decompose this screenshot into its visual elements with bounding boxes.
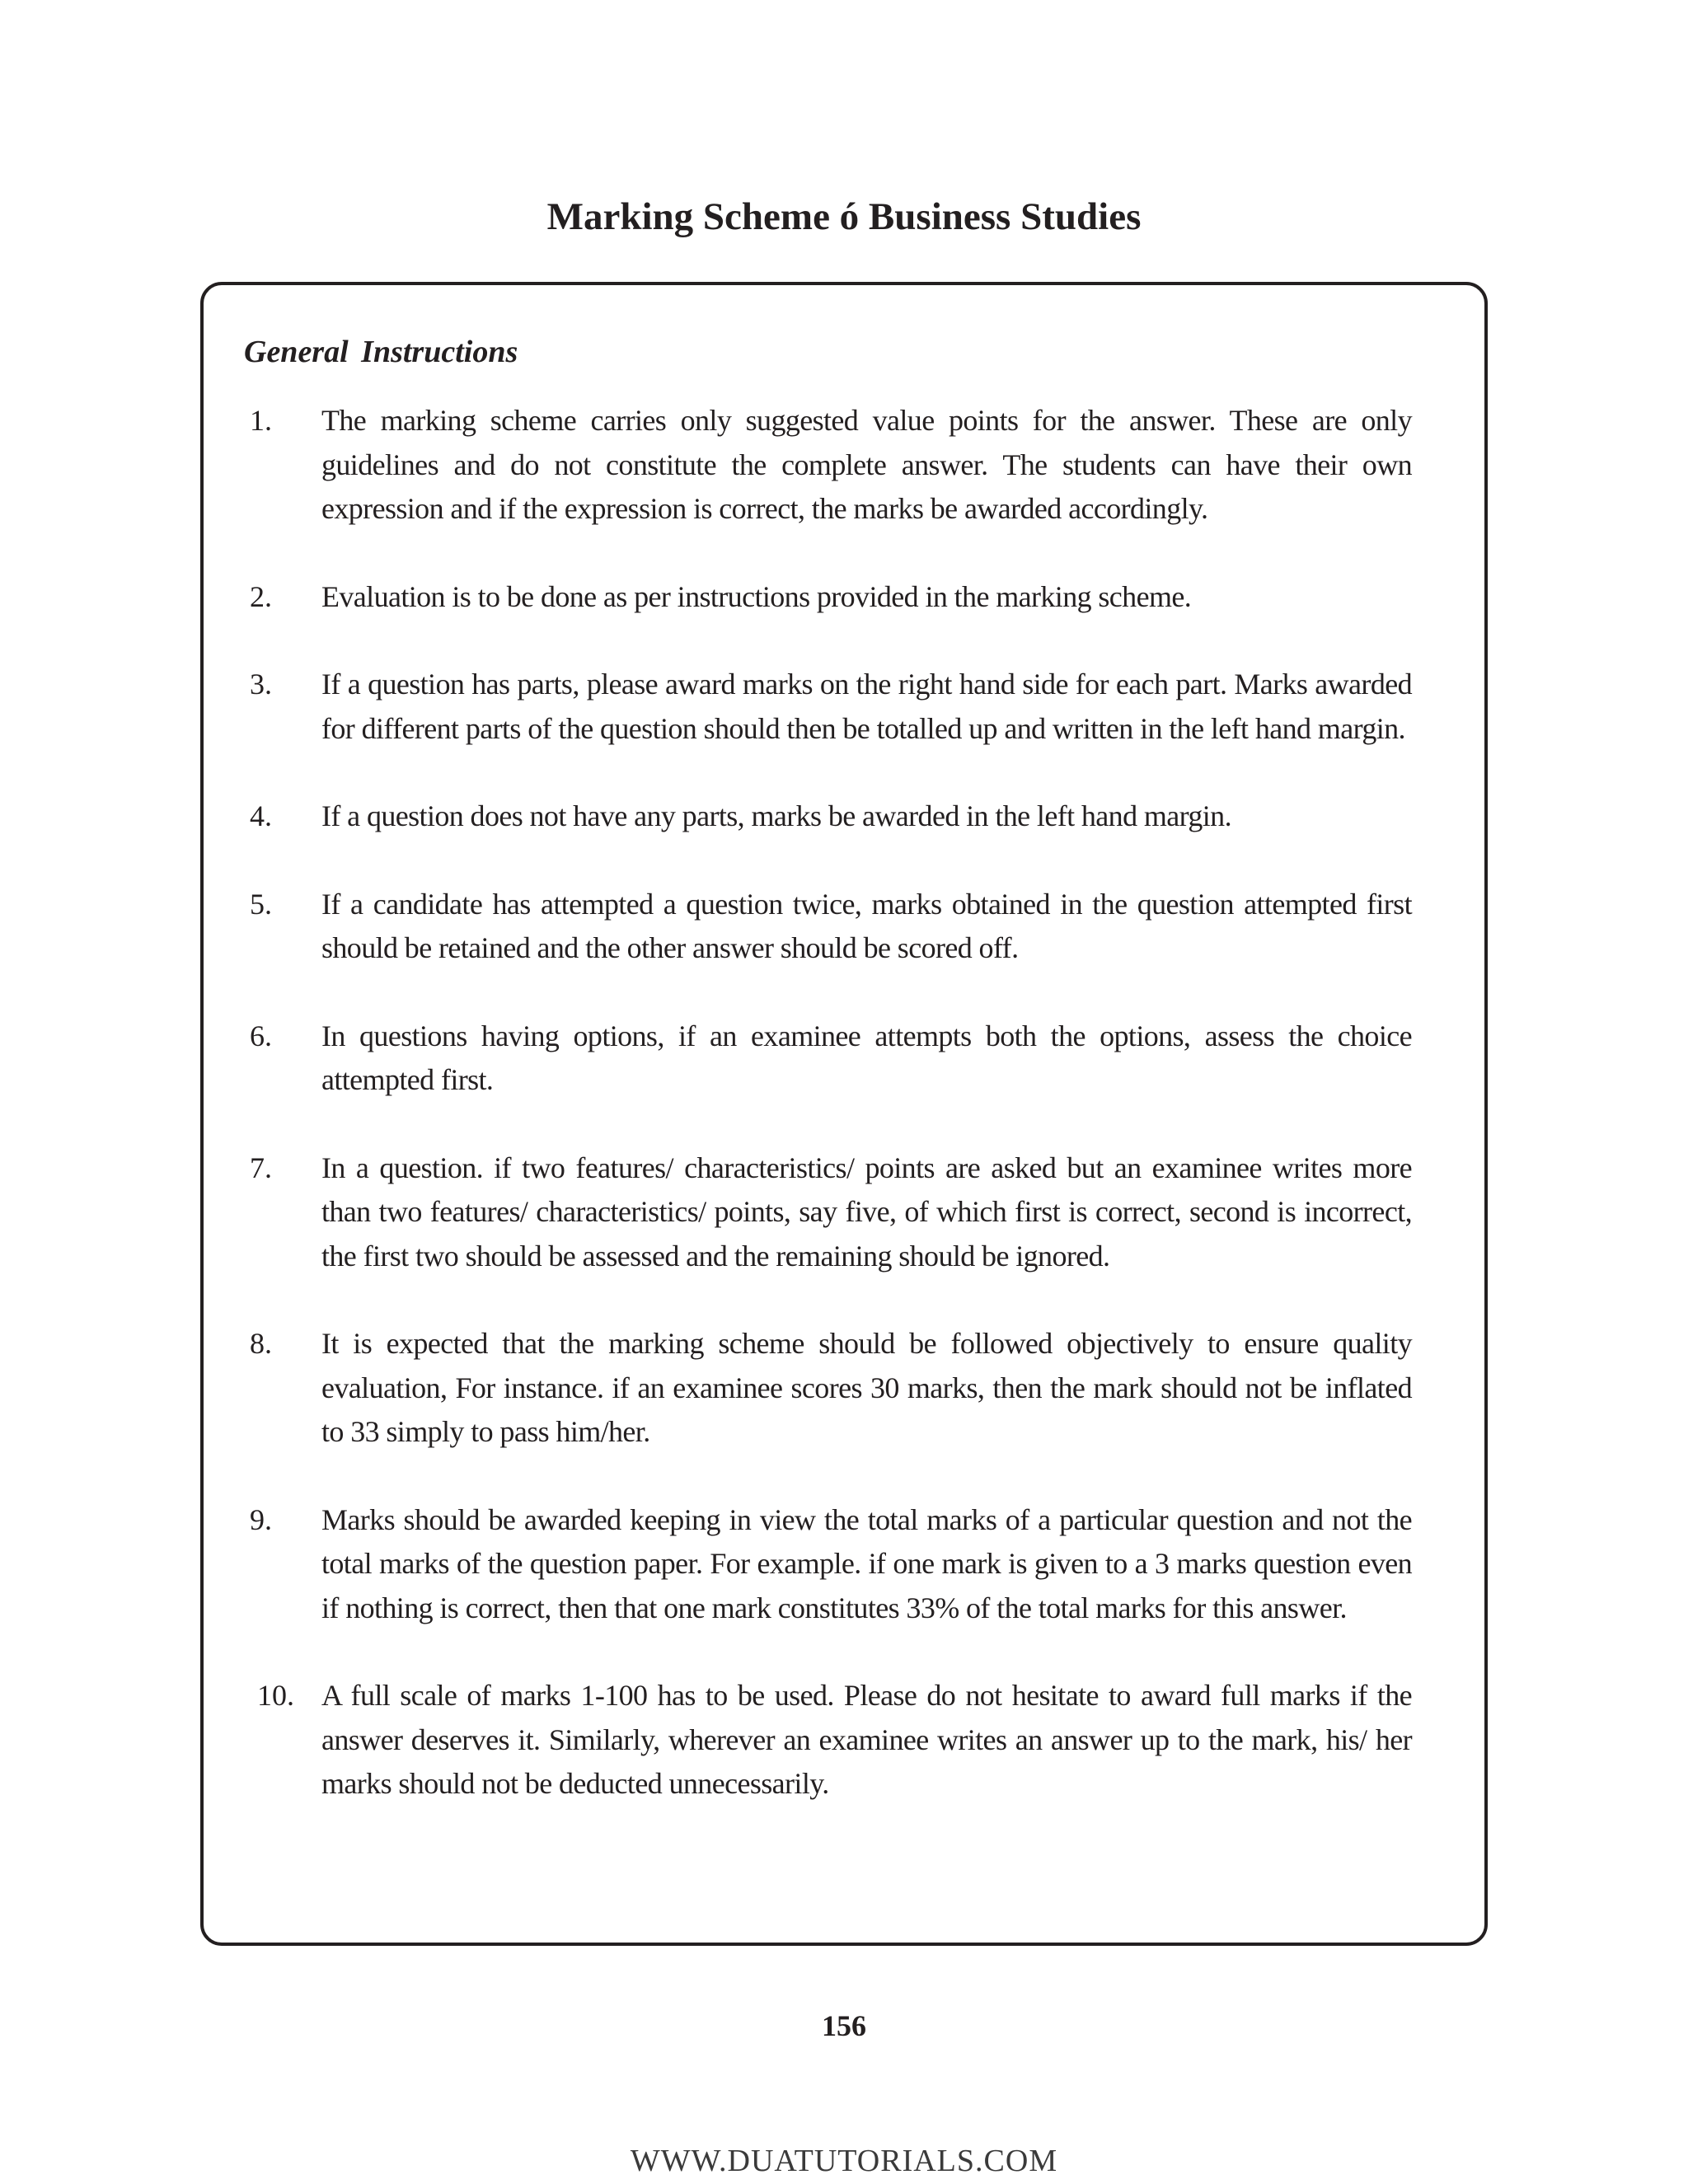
instruction-item [204,1322,1484,1455]
instruction-number: 7. [250,1151,272,1184]
instruction-number: 6. [250,1019,272,1052]
instruction-item [204,1146,1484,1279]
instruction-item [204,663,1484,751]
instruction-text: The marking scheme carries only suggested value points for the answer. These are only guidelines and do not constitute the complete answer. The students can have their own expression and if the expression is correct, the marks be awarded accordingly. [321,404,1412,525]
instruction-text: If a candidate has attempted a question twice, marks obtained in the question attempted first should be retained and the other answer should be scored off. [321,887,1412,964]
instruction-number: 8. [250,1327,272,1360]
instruction-number: 10. [257,1679,294,1712]
instruction-text: A full scale of marks 1-100 has to be used. Please do not hesitate to award full marks if the answer deserves it. Similarly, wherever an examinee writes an answer up to the mark, his/ her marks should not be deducted unnecessarily. [321,1679,1412,1800]
instruction-list [204,399,1484,1850]
instruction-text: It is expected that the marking scheme should be followed objectively to ensure quality evaluation, For instance. if an examinee scores 30 marks, then the mark should not be inflated to 33 simply to pass him/her. [321,1327,1412,1448]
page-title: Marking Scheme ó Business Studies [546,195,1142,238]
instruction-number: 9. [250,1502,272,1536]
general-instructions-box [200,282,1488,1946]
instruction-text: If a question does not have any parts, marks be awarded in the left hand margin. [321,799,1231,832]
instruction-text: Evaluation is to be done as per instructions provided in the marking scheme. [321,579,1192,613]
instruction-text: Marks should be awarded keeping in view the total marks of a particular question and not the total marks of the question paper. For example. if one mark is given to a 3 marks question even if nothing is correct, then that one mark constitutes 33% of the total marks for this answer. [321,1502,1412,1624]
instruction-item [204,575,1484,620]
instruction-number: 4. [250,799,272,832]
instruction-item [204,883,1484,971]
instruction-item [204,1015,1484,1103]
instruction-number: 3. [250,668,272,701]
section-heading: General Instructions [244,335,518,369]
instruction-text: In questions having options, if an examinee attempts both the options, assess the choice attempted first. [321,1019,1412,1096]
page-number: 156 [822,2009,866,2042]
instruction-item [204,1498,1484,1631]
instruction-number: 1. [250,404,272,437]
instruction-item [204,794,1484,839]
instruction-number: 5. [250,887,272,921]
instruction-item [204,399,1484,532]
instruction-number: 2. [250,579,272,613]
instruction-text: In a question. if two features/ characteristics/ points are asked but an examinee writes more than two features/ characteristics/ points, say five, of which first is correct, second is incorrect, the first two should be assessed and the remaining should be ignored. [321,1151,1412,1272]
instruction-text: If a question has parts, please award marks on the right hand side for each part. Marks awarded for different parts of the question should then be totalled up and written in the left hand margin. [321,668,1412,745]
instruction-item [204,1674,1484,1807]
footer-url: WWW.DUATUTORIALS.COM [630,2144,1058,2178]
